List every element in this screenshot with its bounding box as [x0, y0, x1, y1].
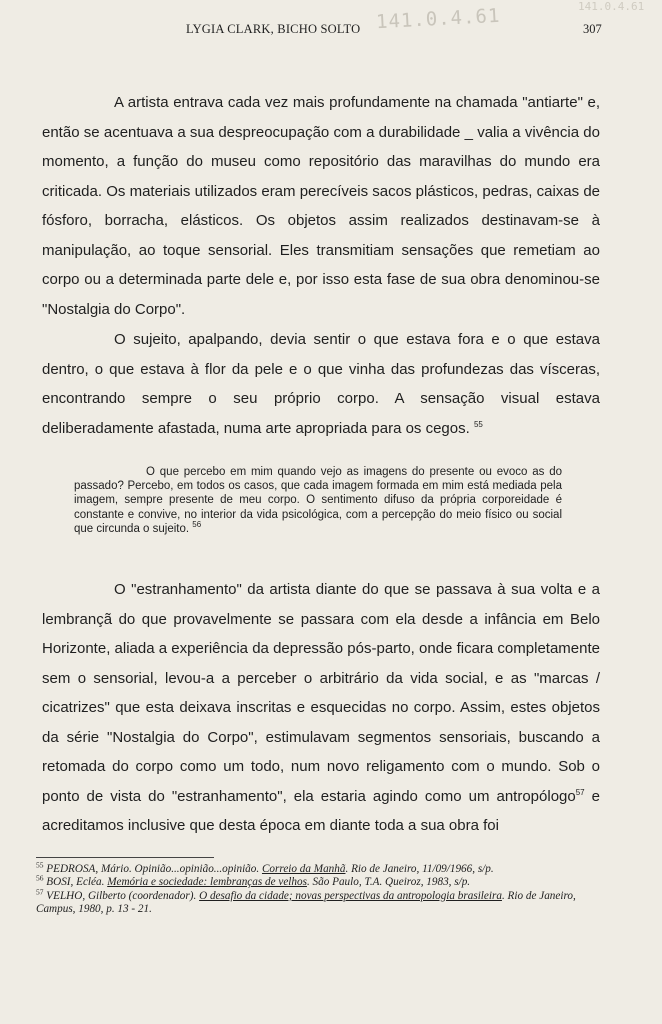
paragraph-3-tail: e acreditamos inclusive que desta época em diante toda a sua obra foi: [42, 787, 600, 834]
footnote-56: [36, 873, 576, 889]
footnote-divider: [36, 857, 214, 858]
footnote-57: [36, 887, 576, 917]
footnote-ref-55: 55: [473, 419, 483, 429]
paragraph-2-text: O sujeito, apalpando, devia sentir o que estava fora e o que estava dentro, o que estava à flor da pele e o que vinha das profundezas das vísceras, encontrando sempre o seu próprio corpo. A sensação visual estava deliberadamente afastada, numa arte apropriada para os cegos.: [42, 331, 600, 437]
footnote-number: 57: [36, 887, 44, 897]
footnote-title: Memória e sociedade: lembranças de velhos: [107, 876, 307, 889]
pencil-corner-note: 141.0.4.61: [578, 0, 645, 13]
pencil-catalog-note: 141.0.4.61: [375, 4, 501, 34]
paragraph-1-text: A artista entrava cada vez mais profundamente na chamada "antiarte" e, então se acentuava a sua despreocupação com a durabilidade _ valia a vivência do momento, a função do museu como repositório das maravilhas do mundo era criticada. Os materiais utilizados eram perecíveis sacos plásticos, pedras, caixas de fósforo, borracha, elásticos. Os objetos assim realizados destinavam-se à manipulação, ao toque sensorial. Eles transmitiam sensações que remetiam ao corpo ou a determinada parte dele e, por isso esta fase de sua obra denominou-se "Nostalgia do Corpo".: [42, 94, 600, 318]
footnote-title: Correio da Manhã: [261, 863, 346, 875]
paragraph-3: [42, 575, 600, 841]
footnote-text: PEDROSA, Mário. Opinião...opinião...opinião.: [46, 863, 262, 875]
paragraph-3-text: O "estranhamento" da artista diante do que se passava à sua volta e a lembrançã do que provavelmente se passara com ela desde a infância em Belo Horizonte, aliada a experiência da depressão pós-parto, onde ficara completamente sem o sensorial, levou-a a perceber o arbitrário da vida social, e as "marcas / cicatrizes" que esta deixava inscritas e esquecidas no corpo. Assim, estes objetos da série "Nostalgia do Corpo", estimulavam segmentos sensoriais, buscando a retomada do corpo como um todo, num novo religamento com o mundo. Sob o ponto de vista do "estranhamento", ela estaria agindo como um antropólogo: [42, 581, 600, 805]
footnote-text: . Rio de Janeiro, Campus, 1980, p. 13 - 21.: [36, 889, 576, 916]
footnotes: [36, 860, 576, 917]
footnote-text: BOSI, Ecléa.: [46, 876, 108, 889]
footnote-ref-56: 56: [192, 519, 202, 529]
running-head: LYGIA CLARK, BICHO SOLTO: [186, 22, 361, 36]
footnote-title: O desafio da cidade; novas perspectivas da antropologia brasileira: [199, 889, 502, 902]
footnote-text: VELHO, Gilberto (coordenador).: [46, 889, 200, 902]
paragraph-2: [42, 325, 600, 443]
paragraph-1: [42, 88, 600, 324]
footnote-text: . São Paulo, T.A. Queiroz, 1983, s/p.: [306, 876, 471, 889]
footnote-ref-57: 57: [575, 787, 585, 797]
footnote-text: . Rio de Janeiro, 11/09/1966, s/p.: [345, 863, 494, 875]
footnote-number: 56: [36, 873, 44, 883]
block-quote-text: O que percebo em mim quando vejo as imagens do presente ou evoco as do passado? Percebo, em todos os casos, que cada imagem formada em mim está mediada pela imagem, sempre presente de meu corpo. O sentimento difuso da própria corporeidade é constante e convive, no interior da vida psicológica, com a percepção do meio físico ou social que circunda o sujeito.: [74, 466, 562, 535]
footnote-55: [36, 860, 576, 876]
page-number: 307: [583, 22, 602, 36]
footnote-number: 55: [36, 860, 44, 870]
block-quote: [74, 465, 562, 536]
